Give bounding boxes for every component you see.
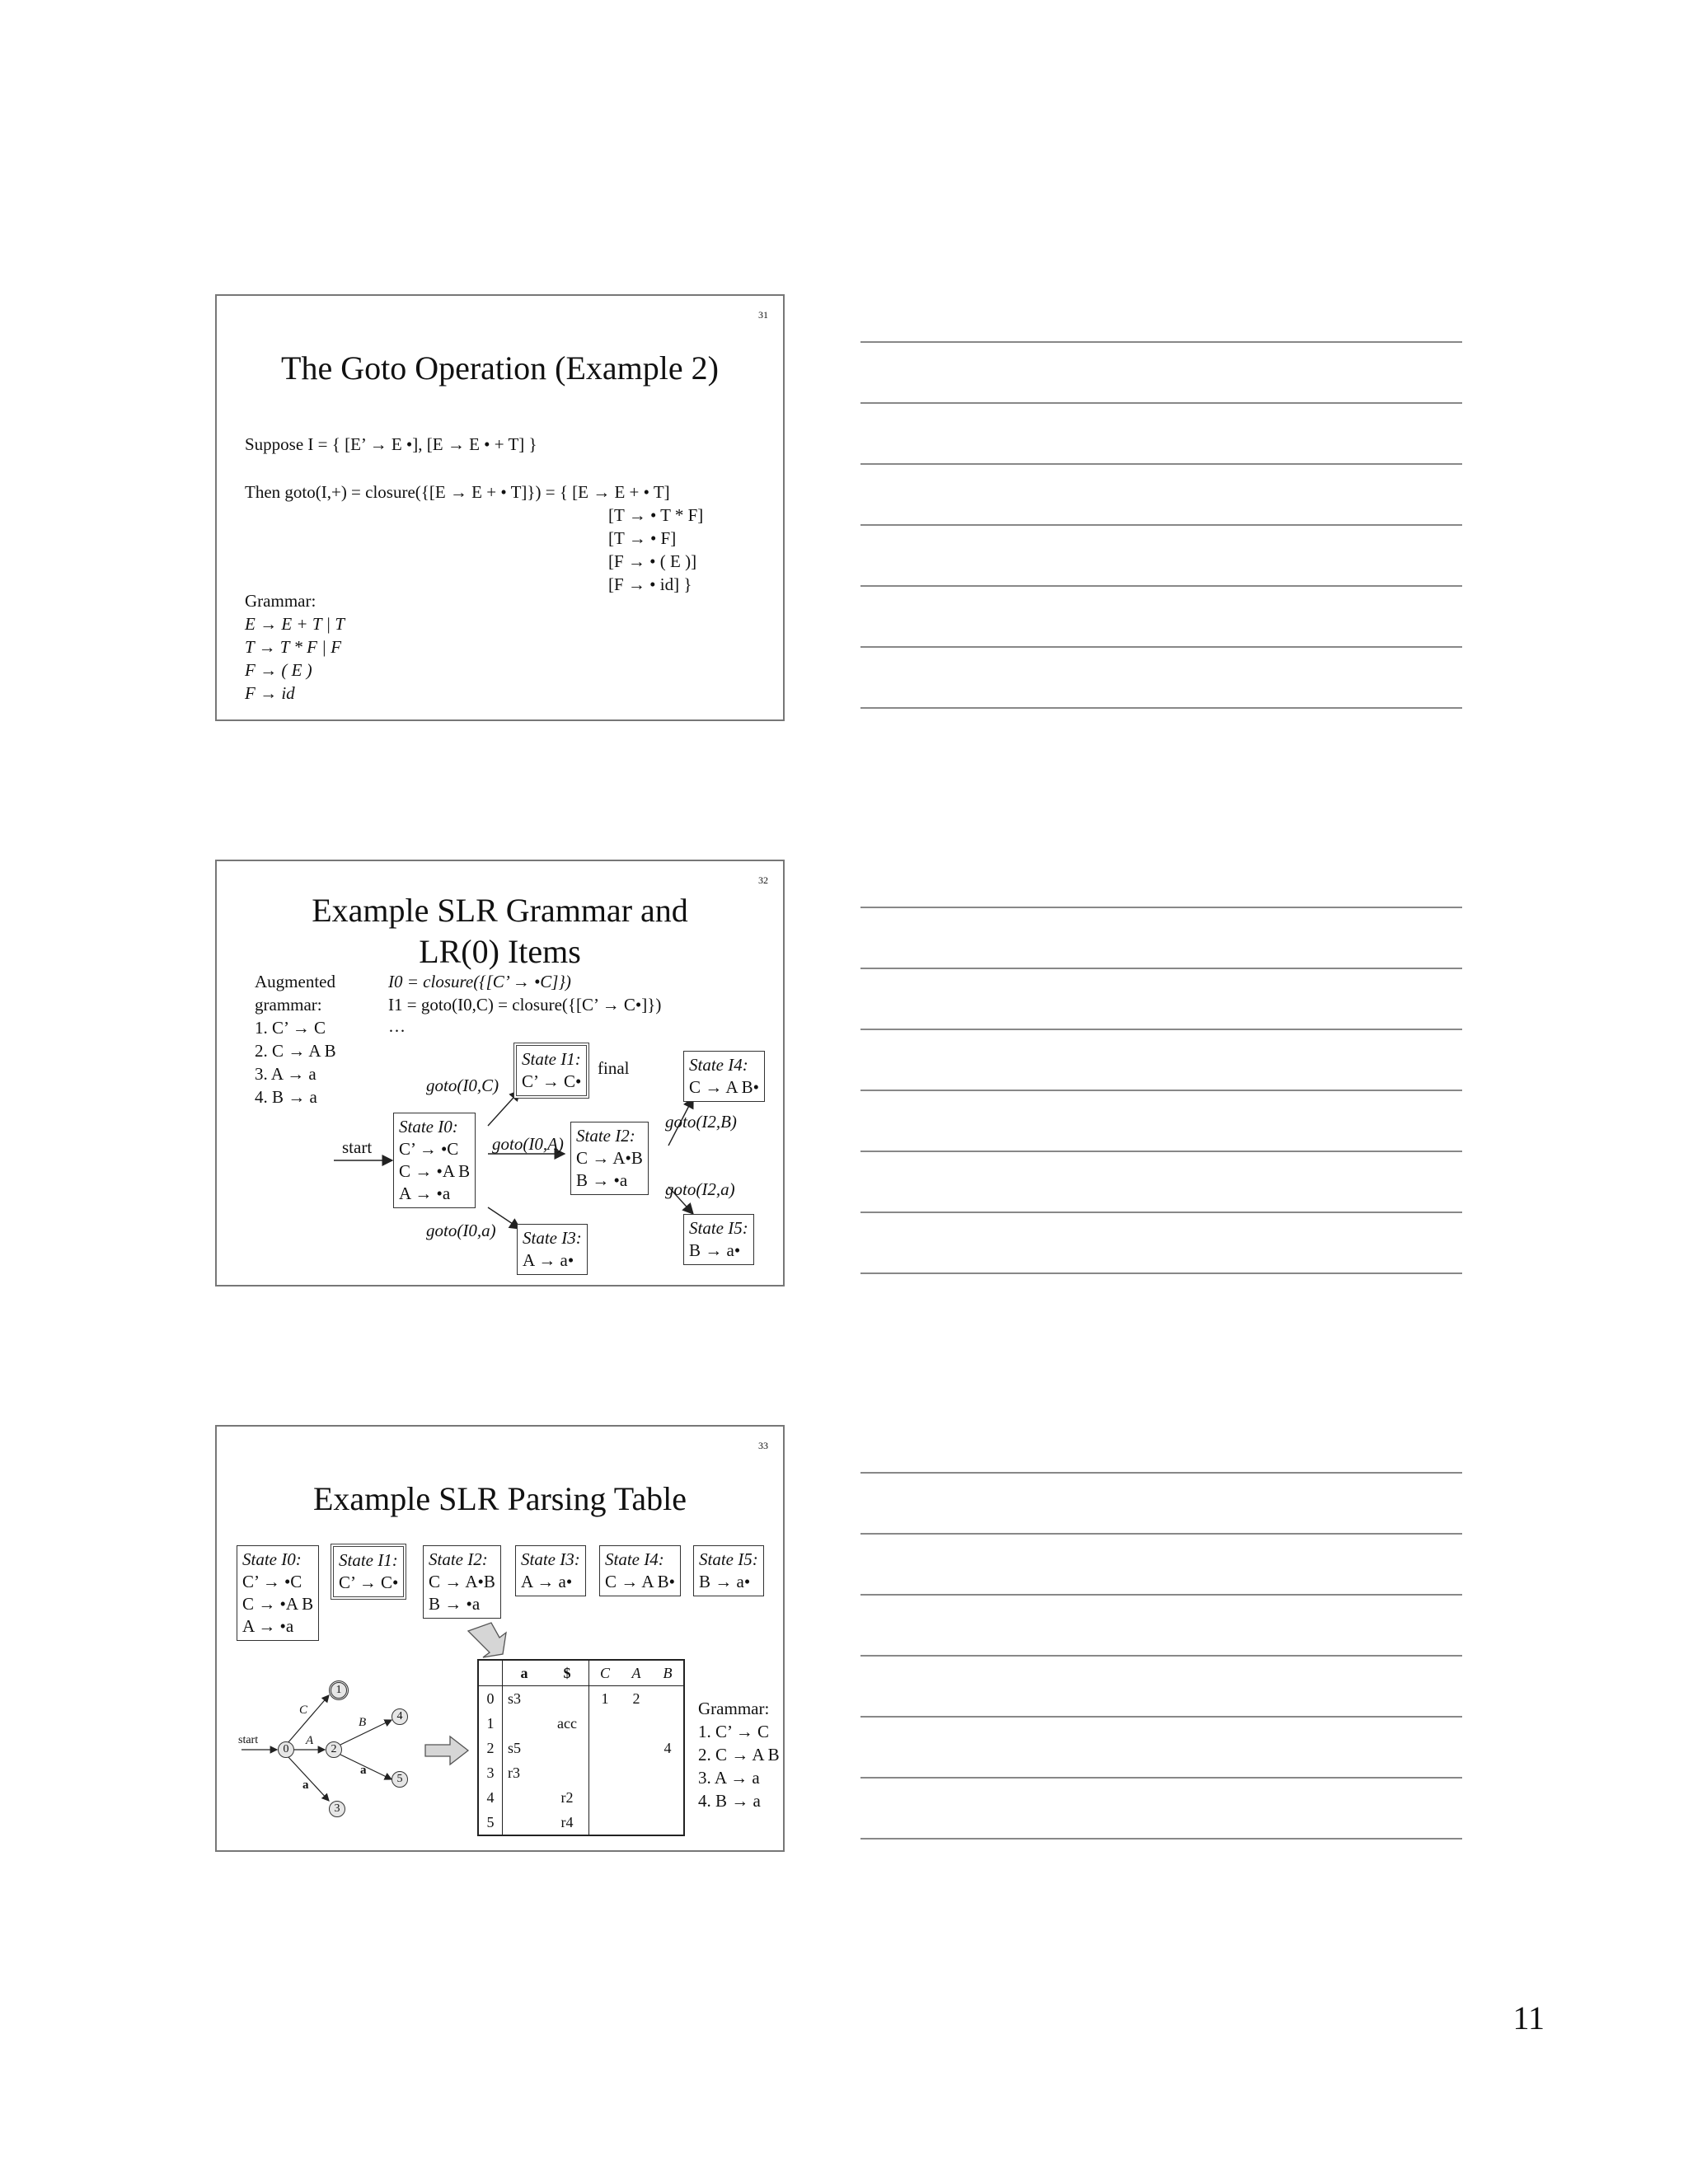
state-line: State I4: bbox=[605, 1549, 664, 1569]
grammar-rule: T → T * F | F bbox=[245, 637, 342, 657]
table-cell bbox=[503, 1810, 546, 1835]
grammar-rule: 3. A → a bbox=[255, 1064, 316, 1084]
grammar-rule: 2. C → A B bbox=[698, 1745, 780, 1765]
state-i3-line: State I3: bbox=[523, 1228, 582, 1248]
state-i0-line: C → •A B bbox=[399, 1161, 471, 1181]
row-state: 4 bbox=[478, 1785, 503, 1810]
grammar-rule: 1. C’ → C bbox=[698, 1722, 769, 1741]
state-i2-box bbox=[570, 1122, 649, 1195]
slide-title-line2: LR(0) Items bbox=[419, 933, 581, 970]
notes-lines-3 bbox=[860, 1472, 1462, 1899]
suppose-line: Suppose I = { [E’ → E •], [E → E • + T] } bbox=[245, 434, 537, 454]
grammar-label: Grammar: bbox=[698, 1699, 770, 1718]
state-line: B → •a bbox=[429, 1594, 481, 1614]
state-line: C → A•B bbox=[429, 1572, 495, 1591]
closure-item: [F → • id] } bbox=[608, 574, 692, 594]
table-cell bbox=[621, 1810, 652, 1835]
state-i3-line: A → a• bbox=[523, 1250, 574, 1270]
state-line: C → •A B bbox=[242, 1594, 314, 1614]
page-number: 11 bbox=[1512, 1999, 1545, 2036]
table-row bbox=[478, 1810, 684, 1835]
dfa-start-label: start bbox=[238, 1734, 259, 1746]
row-state: 5 bbox=[478, 1810, 503, 1835]
table-cell bbox=[652, 1686, 684, 1712]
slide-number: 32 bbox=[758, 874, 768, 886]
table-row bbox=[478, 1760, 684, 1785]
table-cell: 4 bbox=[663, 1739, 672, 1756]
state-line: A → a• bbox=[521, 1572, 573, 1591]
dfa-edge-label: B bbox=[359, 1716, 367, 1729]
grammar-rule: 1. C’ → C bbox=[255, 1018, 326, 1038]
start-label: start bbox=[342, 1137, 373, 1157]
goto-label: goto(I2,B) bbox=[665, 1112, 737, 1132]
state-i5-line: B → a• bbox=[689, 1240, 741, 1260]
state-i1-line: State I1: bbox=[522, 1049, 581, 1069]
table-cell bbox=[589, 1760, 621, 1785]
table-cell bbox=[589, 1785, 621, 1810]
table-cell bbox=[652, 1760, 684, 1785]
table-cell bbox=[652, 1711, 684, 1736]
dfa-node-5: 5 bbox=[392, 1771, 408, 1788]
dfa-edge-label: C bbox=[299, 1704, 308, 1717]
slide-title-line1: Example SLR Grammar and bbox=[312, 892, 688, 929]
table-cell: r3 bbox=[508, 1764, 520, 1781]
table-cell: s3 bbox=[508, 1690, 522, 1707]
state-i5-line: State I5: bbox=[689, 1218, 748, 1238]
table-cell bbox=[621, 1711, 652, 1736]
state-i4-line: C → A B• bbox=[689, 1077, 759, 1097]
dfa-edge-label: a bbox=[360, 1764, 367, 1777]
state-i0-line: A → •a bbox=[399, 1183, 451, 1203]
table-row bbox=[478, 1785, 684, 1810]
grammar-rule: 3. A → a bbox=[698, 1768, 760, 1788]
slide-title: Example SLR Parsing Table bbox=[312, 1480, 687, 1517]
row-state: 0 bbox=[478, 1686, 503, 1712]
ellipsis: … bbox=[388, 1016, 406, 1036]
grammar-rule: F → id bbox=[245, 683, 295, 703]
state-line: State I2: bbox=[429, 1549, 488, 1569]
grammar-rule: E → E + T | T bbox=[245, 614, 345, 634]
state-i1-box bbox=[513, 1043, 589, 1099]
then-line: Then goto(I,+) = closure({[E → E + • T]}) = { [E → E + • T] bbox=[245, 482, 670, 502]
right-arrow-icon bbox=[425, 1736, 468, 1765]
state-line: State I0: bbox=[242, 1549, 302, 1569]
grammar-rule: 4. B → a bbox=[255, 1087, 317, 1107]
grammar-label: Grammar: bbox=[245, 591, 316, 611]
table-cell bbox=[589, 1810, 621, 1835]
table-cell bbox=[621, 1785, 652, 1810]
slide-number: 33 bbox=[758, 1440, 768, 1451]
col-header: B bbox=[652, 1660, 684, 1686]
table-cell bbox=[503, 1711, 546, 1736]
slide-title: The Goto Operation (Example 2) bbox=[281, 349, 719, 387]
dfa-node-0: 0 bbox=[278, 1741, 294, 1758]
dfa-edge-label: a bbox=[302, 1779, 309, 1792]
goto-label: goto(I2,a) bbox=[665, 1179, 735, 1199]
row-state: 2 bbox=[478, 1736, 503, 1760]
table-row bbox=[478, 1736, 684, 1760]
dfa-node-2: 2 bbox=[326, 1741, 342, 1758]
row-state: 3 bbox=[478, 1760, 503, 1785]
closure-item: [T → • F] bbox=[608, 528, 677, 548]
state-i0-line: C’ → •C bbox=[399, 1139, 459, 1159]
slide-32 bbox=[215, 860, 785, 1286]
grammar-rule: 2. C → A B bbox=[255, 1041, 336, 1061]
table-row bbox=[478, 1686, 684, 1712]
table-cell: s5 bbox=[508, 1739, 522, 1756]
slide-number: 31 bbox=[758, 309, 768, 321]
dfa-node-3: 3 bbox=[329, 1801, 345, 1817]
table-cell bbox=[503, 1785, 546, 1810]
state-line: State I1: bbox=[339, 1550, 398, 1570]
col-header: a bbox=[503, 1660, 546, 1686]
i0-definition: I0 = closure({[C’ → •C]}) bbox=[388, 972, 571, 991]
state-line: C’ → •C bbox=[242, 1572, 302, 1591]
state-line: A → •a bbox=[242, 1616, 294, 1636]
goto-label: goto(I0,a) bbox=[426, 1221, 496, 1240]
state-i0-line: State I0: bbox=[399, 1117, 458, 1137]
slide-33 bbox=[215, 1425, 785, 1852]
dfa-node-4: 4 bbox=[392, 1708, 408, 1725]
state-i0-box bbox=[393, 1113, 476, 1208]
state-i2-line: B → •a bbox=[576, 1170, 628, 1190]
table-cell bbox=[546, 1760, 589, 1785]
table-cell bbox=[546, 1736, 589, 1760]
augmented-label: Augmented bbox=[255, 972, 335, 991]
state-i1-line: C’ → C• bbox=[522, 1071, 582, 1091]
table-row bbox=[478, 1711, 684, 1736]
notes-lines-1 bbox=[860, 341, 1462, 768]
table-cell: r2 bbox=[546, 1785, 589, 1810]
table-header-row bbox=[478, 1660, 684, 1686]
closure-item: [T → • T * F] bbox=[608, 505, 704, 525]
state-i5-box bbox=[683, 1214, 754, 1265]
col-header: C bbox=[589, 1660, 621, 1686]
state-i3-box bbox=[517, 1224, 588, 1275]
state-line: C → A B• bbox=[605, 1572, 675, 1591]
notes-lines-2 bbox=[860, 907, 1462, 1333]
closure-item: [F → • ( E )] bbox=[608, 551, 697, 571]
state-line: State I5: bbox=[699, 1549, 758, 1569]
dfa-node-1: 1 bbox=[329, 1680, 349, 1700]
state-line: C’ → C• bbox=[339, 1572, 399, 1592]
state-i2-line: C → A•B bbox=[576, 1148, 643, 1168]
goto-label: goto(I0,C) bbox=[426, 1076, 499, 1095]
table-cell bbox=[589, 1711, 621, 1736]
table-body bbox=[478, 1686, 684, 1836]
col-header: $ bbox=[546, 1660, 589, 1686]
table-cell: r4 bbox=[546, 1810, 589, 1835]
table-cell bbox=[589, 1736, 621, 1760]
col-header: A bbox=[621, 1660, 652, 1686]
down-arrow-icon bbox=[468, 1623, 506, 1657]
table-cell: 2 bbox=[632, 1690, 640, 1707]
goto-label: goto(I0,A) bbox=[492, 1134, 564, 1154]
state-i4-box bbox=[683, 1051, 765, 1102]
table-cell bbox=[652, 1785, 684, 1810]
grammar-label: grammar: bbox=[255, 995, 322, 1015]
table-cell bbox=[546, 1686, 589, 1712]
state-line: B → a• bbox=[699, 1572, 751, 1591]
table-cell bbox=[621, 1736, 652, 1760]
parsing-table bbox=[477, 1659, 685, 1836]
state-i4-line: State I4: bbox=[689, 1055, 748, 1075]
table-cell: 1 bbox=[601, 1690, 609, 1707]
final-label: final bbox=[598, 1058, 630, 1078]
table-cell bbox=[621, 1760, 652, 1785]
state-i2-line: State I2: bbox=[576, 1126, 635, 1146]
table-cell bbox=[652, 1810, 684, 1835]
grammar-rule: F → ( E ) bbox=[245, 660, 312, 680]
row-state: 1 bbox=[478, 1711, 503, 1736]
grammar-rule: 4. B → a bbox=[698, 1791, 761, 1811]
slide-31 bbox=[215, 294, 785, 721]
i1-definition: I1 = goto(I0,C) = closure({[C’ → C•]}) bbox=[388, 995, 662, 1015]
table-cell: acc bbox=[546, 1711, 589, 1736]
state-line: State I3: bbox=[521, 1549, 580, 1569]
dfa-edge-label: A bbox=[306, 1734, 314, 1747]
